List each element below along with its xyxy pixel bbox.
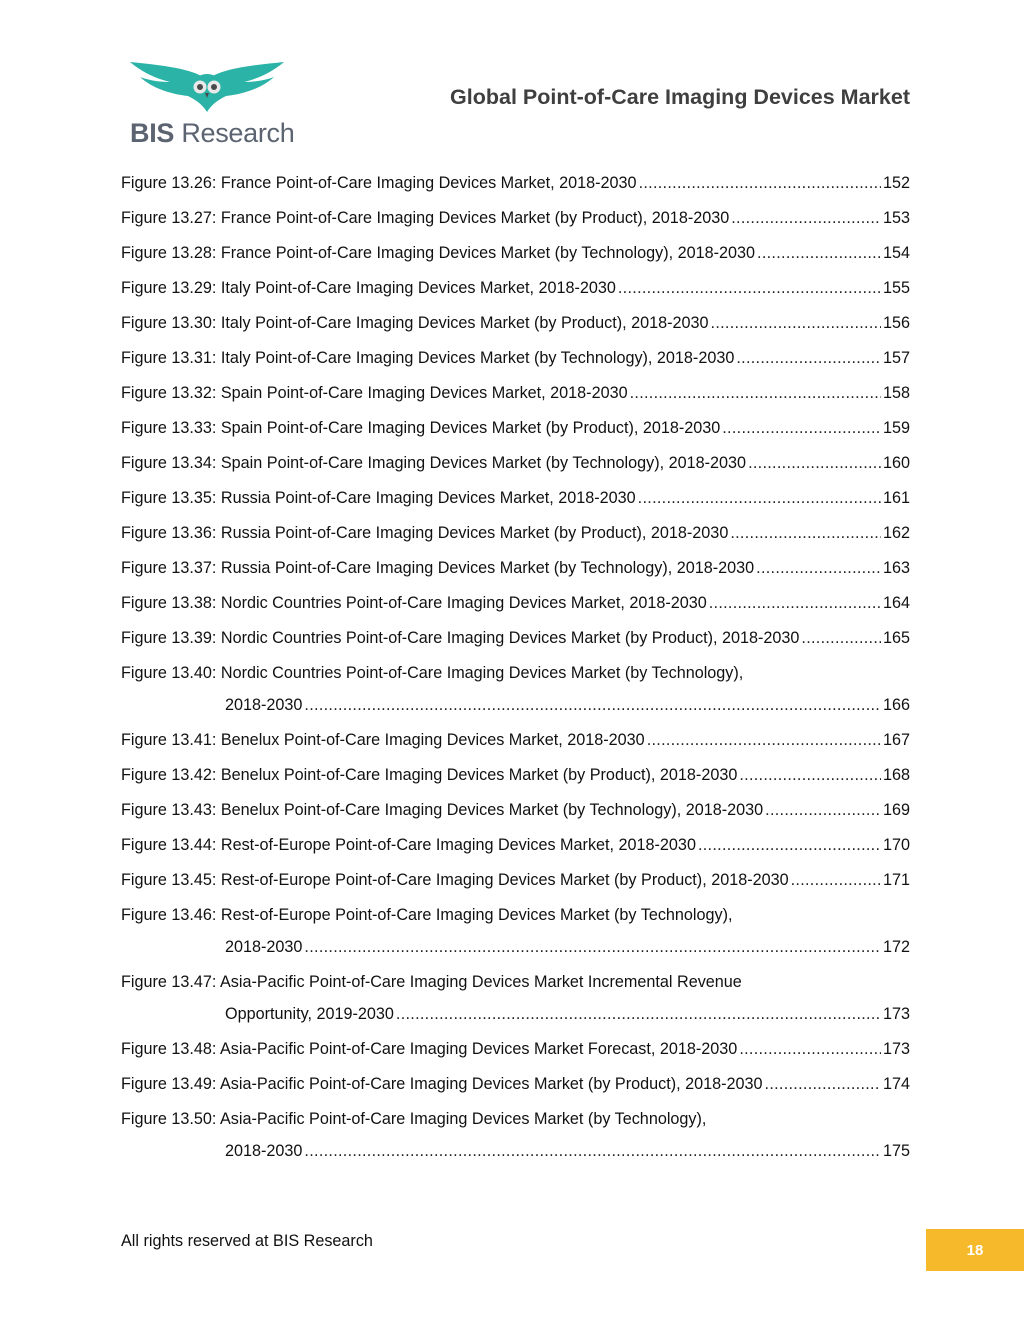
toc-page-number: 152: [882, 174, 910, 192]
toc-entry-text: Figure 13.30: Italy Point-of-Care Imaging Devices Market (by Product), 2018-2030: [121, 314, 709, 332]
toc-dot-leader: [730, 523, 881, 544]
toc-dot-leader: [638, 488, 881, 509]
toc-dot-leader: [396, 1004, 881, 1025]
toc-entry-line: [121, 523, 910, 544]
toc-page-number: 159: [882, 419, 910, 437]
toc-entry-text: Figure 13.26: France Point-of-Care Imaging Devices Market, 2018-2030: [121, 174, 637, 192]
toc-dot-leader: [739, 765, 881, 786]
toc-entry-text: Figure 13.40: Nordic Countries Point-of-Care Imaging Devices Market (by Technology),: [121, 664, 744, 682]
toc-entry-text: Figure 13.35: Russia Point-of-Care Imaging Devices Market, 2018-2030: [121, 489, 636, 507]
toc-entry-text: Figure 13.44: Rest-of-Europe Point-of-Care Imaging Devices Market, 2018-2030: [121, 836, 696, 854]
toc-entry-text: Opportunity, 2019-2030: [225, 1005, 394, 1023]
toc-entry-line: [121, 383, 910, 404]
toc-entry-line: [121, 243, 910, 264]
toc-entry-line: [121, 1039, 910, 1060]
toc-entry-text: Figure 13.43: Benelux Point-of-Care Imaging Devices Market (by Technology), 2018-2030: [121, 801, 764, 819]
toc-page-number: 165: [882, 629, 910, 647]
toc-entry-text: Figure 13.41: Benelux Point-of-Care Imaging Devices Market, 2018-2030: [121, 731, 645, 749]
toc-dot-leader: [709, 593, 881, 614]
toc-entry-line: [121, 972, 910, 993]
toc-page-number: 175: [882, 1142, 910, 1160]
toc-entry-continuation: [121, 695, 910, 716]
toc-entry-line: [121, 558, 910, 579]
toc-dot-leader: [618, 278, 881, 299]
toc-entry[interactable]: [121, 453, 910, 474]
toc-entry-continuation: [121, 937, 910, 958]
toc-page-number: 162: [882, 524, 910, 542]
toc-dot-leader: [736, 348, 881, 369]
toc-entry[interactable]: [121, 765, 910, 786]
toc-entry-text: Figure 13.50: Asia-Pacific Point-of-Care Imaging Devices Market (by Technology),: [121, 1110, 707, 1128]
toc-page-number: 154: [882, 244, 910, 262]
toc-page-number: 161: [882, 489, 910, 507]
toc-dot-leader: [304, 1141, 881, 1162]
toc-entry-text: Figure 13.34: Spain Point-of-Care Imaging Devices Market (by Technology), 2018-2030: [121, 454, 747, 472]
toc-dot-leader: [765, 1074, 881, 1095]
toc-page-number: 171: [882, 871, 910, 889]
toc-dot-leader: [748, 453, 881, 474]
page-number: 18: [966, 1241, 984, 1259]
toc-page-number: 163: [882, 559, 910, 577]
toc-page-number: 160: [882, 454, 910, 472]
toc-entry-text: Figure 13.47: Asia-Pacific Point-of-Care Imaging Devices Market Incremental Revenue: [121, 973, 742, 991]
toc-entry-text: Figure 13.32: Spain Point-of-Care Imaging Devices Market, 2018-2030: [121, 384, 628, 402]
toc-dot-leader: [630, 383, 881, 404]
toc-entry-text: Figure 13.38: Nordic Countries Point-of-Care Imaging Devices Market, 2018-2030: [121, 594, 707, 612]
toc-entry-text: Figure 13.27: France Point-of-Care Imaging Devices Market (by Product), 2018-2030: [121, 209, 730, 227]
toc-entry[interactable]: [121, 558, 910, 579]
toc-page-number: 174: [882, 1075, 910, 1093]
toc-page-number: 158: [882, 384, 910, 402]
toc-page-number: 170: [882, 836, 910, 854]
table-of-figures: [121, 173, 910, 1176]
toc-page-number: 164: [882, 594, 910, 612]
toc-page-number: 166: [882, 696, 910, 714]
toc-entry-text: Figure 13.48: Asia-Pacific Point-of-Care Imaging Devices Market Forecast, 2018-2030: [121, 1040, 738, 1058]
toc-entry-line: [121, 278, 910, 299]
toc-entry[interactable]: [121, 870, 910, 891]
toc-entry[interactable]: [121, 1109, 910, 1162]
toc-entry[interactable]: [121, 313, 910, 334]
toc-entry-line: [121, 488, 910, 509]
toc-entry-text: Figure 13.28: France Point-of-Care Imaging Devices Market (by Technology), 2018-2030: [121, 244, 756, 262]
toc-dot-leader: [711, 313, 881, 334]
toc-entry-line: [121, 870, 910, 891]
toc-dot-leader: [731, 208, 881, 229]
document-title: Global Point-of-Care Imaging Devices Market: [450, 85, 910, 109]
toc-dot-leader: [756, 558, 881, 579]
toc-entry-line: [121, 765, 910, 786]
toc-entry-text: Figure 13.31: Italy Point-of-Care Imaging Devices Market (by Technology), 2018-2030: [121, 349, 735, 367]
toc-entry-text: Figure 13.33: Spain Point-of-Care Imaging Devices Market (by Product), 2018-2030: [121, 419, 721, 437]
toc-dot-leader: [639, 173, 881, 194]
toc-entry-text: Figure 13.45: Rest-of-Europe Point-of-Care Imaging Devices Market (by Product), 2018-2030: [121, 871, 789, 889]
toc-entry[interactable]: [121, 278, 910, 299]
toc-entry-line: [121, 663, 910, 684]
toc-page-number: 173: [882, 1005, 910, 1023]
toc-entry[interactable]: [121, 523, 910, 544]
toc-entry[interactable]: [121, 730, 910, 751]
logo-brand-bold: BIS: [130, 118, 175, 148]
owl-logo-icon: [126, 60, 288, 116]
toc-entry[interactable]: [121, 905, 910, 958]
toc-entry-line: [121, 418, 910, 439]
toc-entry[interactable]: [121, 800, 910, 821]
toc-page-number: 172: [882, 938, 910, 956]
toc-entry-text: Figure 13.36: Russia Point-of-Care Imaging Devices Market (by Product), 2018-2030: [121, 524, 729, 542]
toc-page-number: 169: [882, 801, 910, 819]
toc-dot-leader: [801, 628, 881, 649]
toc-page-number: 157: [882, 349, 910, 367]
toc-entry[interactable]: [121, 208, 910, 229]
toc-dot-leader: [765, 800, 881, 821]
toc-entry[interactable]: [121, 383, 910, 404]
toc-entry-text: Figure 13.29: Italy Point-of-Care Imaging Devices Market, 2018-2030: [121, 279, 616, 297]
toc-entry-line: [121, 453, 910, 474]
toc-page-number: 153: [882, 209, 910, 227]
toc-entry[interactable]: [121, 348, 910, 369]
toc-entry-text: Figure 13.37: Russia Point-of-Care Imaging Devices Market (by Technology), 2018-2030: [121, 559, 755, 577]
toc-entry-text: Figure 13.49: Asia-Pacific Point-of-Care Imaging Devices Market (by Product), 2018-2030: [121, 1075, 763, 1093]
toc-dot-leader: [791, 870, 881, 891]
toc-entry[interactable]: [121, 488, 910, 509]
logo-brand-light: Research: [181, 118, 295, 148]
toc-entry[interactable]: [121, 835, 910, 856]
toc-entry[interactable]: [121, 1074, 910, 1095]
toc-entry[interactable]: [121, 1039, 910, 1060]
toc-entry-line: [121, 905, 910, 926]
toc-entry-line: [121, 348, 910, 369]
toc-page-number: 167: [882, 731, 910, 749]
toc-entry[interactable]: [121, 173, 910, 194]
toc-dot-leader: [722, 418, 881, 439]
toc-entry[interactable]: [121, 243, 910, 264]
toc-entry-line: [121, 800, 910, 821]
toc-dot-leader: [304, 937, 881, 958]
toc-entry-continuation: [121, 1004, 910, 1025]
toc-dot-leader: [304, 695, 881, 716]
toc-dot-leader: [647, 730, 881, 751]
toc-dot-leader: [739, 1039, 881, 1060]
toc-dot-leader: [698, 835, 881, 856]
toc-page-number: 155: [882, 279, 910, 297]
bis-research-logo: [126, 60, 295, 152]
toc-entry-line: [121, 1109, 910, 1130]
toc-page-number: 173: [882, 1040, 910, 1058]
page-number-badge: [926, 1229, 1024, 1271]
toc-entry-line: [121, 628, 910, 649]
toc-entry-text: 2018-2030: [225, 938, 303, 956]
footer-rights: All rights reserved at BIS Research: [121, 1232, 373, 1250]
toc-page-number: 168: [882, 766, 910, 784]
toc-entry-line: [121, 208, 910, 229]
toc-entry-line: [121, 835, 910, 856]
toc-entry[interactable]: [121, 663, 910, 716]
toc-page-number: 156: [882, 314, 910, 332]
toc-entry-text: Figure 13.39: Nordic Countries Point-of-Care Imaging Devices Market (by Product), 2018-2030: [121, 629, 800, 647]
toc-entry-line: [121, 1074, 910, 1095]
toc-dot-leader: [757, 243, 881, 264]
toc-entry-line: [121, 173, 910, 194]
toc-entry-continuation: [121, 1141, 910, 1162]
toc-entry-text: Figure 13.46: Rest-of-Europe Point-of-Care Imaging Devices Market (by Technology),: [121, 906, 733, 924]
toc-entry[interactable]: [121, 972, 910, 1025]
toc-entry-line: [121, 313, 910, 334]
logo-wordmark: [130, 118, 294, 149]
toc-entry[interactable]: [121, 418, 910, 439]
toc-entry-text: Figure 13.42: Benelux Point-of-Care Imaging Devices Market (by Product), 2018-2030: [121, 766, 738, 784]
toc-entry-text: 2018-2030: [225, 696, 303, 714]
toc-entry-text: 2018-2030: [225, 1142, 303, 1160]
toc-entry-line: [121, 593, 910, 614]
toc-entry-line: [121, 730, 910, 751]
toc-entry[interactable]: [121, 628, 910, 649]
toc-entry[interactable]: [121, 593, 910, 614]
